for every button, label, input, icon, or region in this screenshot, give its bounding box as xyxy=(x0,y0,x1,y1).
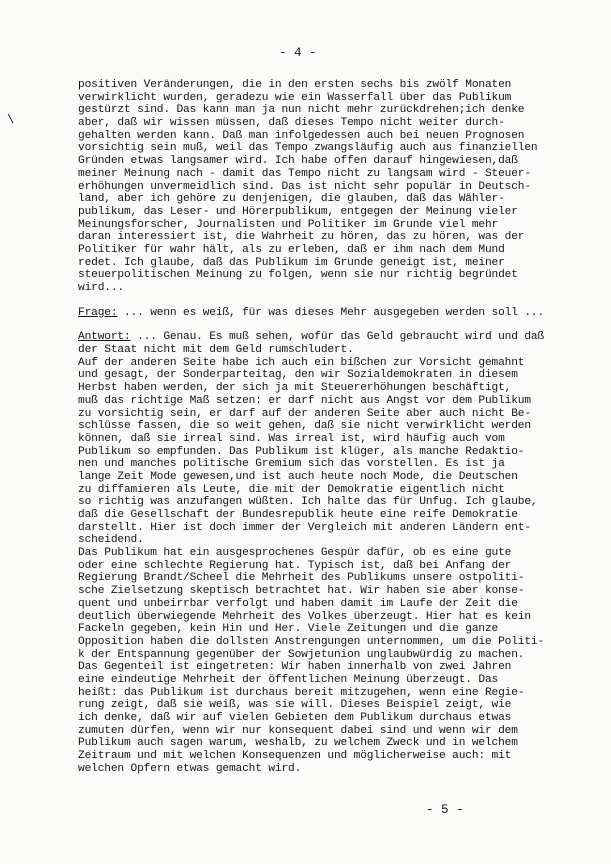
text-line: zu diffamieren als Leute, die mit der Demokratie eigentlich nicht xyxy=(78,483,505,496)
text-line: und gesagt, der Sonderparteitag, den wir Sozialdemokraten in diesem xyxy=(78,369,518,382)
text-line: der Staat nicht mit dem Geld rumschludert. xyxy=(78,344,354,357)
text-line: daß die Gesellschaft der Bundesrepublik heute eine reife Demokratie xyxy=(78,509,518,521)
text-line: heißt: das Publikum ist durchaus bereit mitzugehen, wenn eine Regie- xyxy=(78,686,525,699)
text-line: aber, daß wir wissen müssen, daß dieses Tempo nicht weiter durch- xyxy=(78,117,505,130)
text-line: wird... xyxy=(78,282,124,294)
text-line: k der Entspannung gegenüber der Sowjetunion unglaubwürdig zu machen. xyxy=(78,648,525,661)
text-line: Meinungsforscher, Journalisten und Politiker im Grunde viel mehr xyxy=(78,218,499,231)
text-line: Das Publikum hat ein ausgesprochenes Gespür dafür, ob es eine gute xyxy=(78,547,512,560)
answer-first-text: ... Genau. Es muß sehen, wofür das Geld gebraucht wird und daß xyxy=(130,331,545,344)
text-line: können, daß sie irreal sind. Was irreal ist, wird häufig auch vom xyxy=(78,432,505,445)
paragraph-1 xyxy=(78,79,583,295)
text-line: eine eindeutige Mehrheit der öffentlichen Meinung überzeugt. Das xyxy=(78,673,499,686)
text-line: Das Gegenteil ist eingetreten: Wir haben innerhalb von zwei Jahren xyxy=(78,661,512,674)
text-line: Auf der anderen Seite habe ich auch ein bißchen zur Vorsicht gemahnt xyxy=(78,356,525,369)
text-line: so richtig was anzufangen wüßten. Ich halte das für Unfug. Ich glaube, xyxy=(78,496,538,509)
text-line: gehalten werden kann. Daß man infolgedessen auch bei neuen Prognosen xyxy=(78,129,525,142)
text-line: daran interessiert ist, die Wahrheit zu hören, das zu hören, was der xyxy=(78,231,525,244)
text-line: steuerpolitischen Meinung zu folgen, wenn sie nur richtig begründet xyxy=(78,269,518,282)
text-line: Publikum so empfunden. Das Publikum ist klüger, als manche Redaktio- xyxy=(78,445,525,458)
page-number-bottom: - 5 - xyxy=(426,803,464,817)
text-line: nen und manches politische Gremium sich das vorstellen. Es ist ja xyxy=(78,458,505,471)
question-line xyxy=(78,307,583,320)
text-line: meiner Meinung nach - damit das Tempo nicht zu langsam wird - Steuer- xyxy=(78,167,531,180)
text-line: vorsichtig sein muß, weil das Tempo zwangsläufig auch aus finanziellen xyxy=(78,142,538,155)
question-text: ... wenn es weiß, für was dieses Mehr ausgegeben werden soll ... xyxy=(117,306,545,319)
text-line: scheidend. xyxy=(78,534,144,547)
text-line: rung zeigt, daß sie weiß, was sie will. Dieses Beispiel zeigt, wie xyxy=(78,699,512,712)
text-line: zumuten dürfen, wenn wir nur konsequent dabei sind und wenn wir dem xyxy=(78,724,518,737)
text-line: positiven Veränderungen, die in den ersten sechs bis zwölf Monaten xyxy=(78,79,512,91)
document-body xyxy=(78,79,583,775)
text-line: zu vorsichtig sein, er darf auf der anderen Seite aber auch nicht Be- xyxy=(78,407,531,420)
text-line: oder eine schlechte Regierung hat. Typisch ist, daß bei Anfang der xyxy=(78,559,512,572)
text-line: ich denke, daß wir auf vielen Gebieten dem Publikum durchaus etwas xyxy=(78,712,512,724)
text-line: Fackeln gegeben, kein Hin und Her. Viele Zeitungen und die ganze xyxy=(78,623,499,636)
text-line: Politiker für wahr hält, als zu erleben, daß er ihm nach dem Mund xyxy=(78,243,505,256)
question-speaker: Frage: xyxy=(78,306,118,319)
text-line: Publikum auch sagen warum, weshalb, zu welchem Zweck und in welchem xyxy=(78,737,518,750)
answer-body xyxy=(78,344,583,775)
text-line: erhöhungen unvermeidlich sind. Das ist nicht sehr populär in Deutsch- xyxy=(78,180,531,193)
text-line: verwirklicht wurden, geradezu wie ein Wasserfall über das Publikum xyxy=(78,91,512,104)
text-line: deutlich überwiegende Mehrheit des Volkes überzeugt. Hier hat es kein xyxy=(78,610,531,623)
answer-first-line xyxy=(78,331,583,344)
answer-speaker: Antwort: xyxy=(78,331,131,344)
text-line: lange Zeit Mode gewesen,und ist auch heute noch Mode, die Deutschen xyxy=(78,470,518,483)
text-line: publikum, das Leser- und Hörerpublikum, entgegen der Meinung vieler xyxy=(78,205,518,218)
text-line: schlüsse fassen, die so weit gehen, daß sie nicht verwirklicht werden xyxy=(78,420,531,433)
text-line: redet. Ich glaube, daß das Publikum im Grunde geneigt ist, meiner xyxy=(78,256,505,269)
text-line: darstellt. Hier ist doch immer der Vergleich mit anderen Ländern ent- xyxy=(78,521,531,534)
text-line: Herbst haben werden, der sich ja mit Steuererhöhungen beschäftigt, xyxy=(78,382,512,395)
text-line: gestürzt sind. Das kann man ja nun nicht mehr zurückdrehen;ich denke xyxy=(78,104,525,117)
text-line: muß das richtige Maß setzen: er darf nicht aus Angst vor dem Publikum xyxy=(78,394,531,407)
text-line: sche Zielsetzung skeptisch betrachtet hat. Wir haben sie aber konse- xyxy=(78,585,525,598)
page-number-top: - 4 - xyxy=(279,46,317,60)
text-line: Zeitraum und mit welchen Konsequenzen und möglicherweise auch: mit xyxy=(78,750,512,763)
text-line: welchen Opfern etwas gemacht wird. xyxy=(78,762,302,775)
text-line: Opposition haben die dollsten Anstrengungen unternommen, um die Politi- xyxy=(78,635,545,648)
text-line: land, aber ich gehöre zu denjenigen, die glauben, daß das Wähler- xyxy=(78,193,505,206)
margin-mark: \ xyxy=(7,113,15,127)
text-line: quent und unbeirrbar verfolgt und haben damit im Laufe der Zeit die xyxy=(78,597,518,610)
text-line: Gründen etwas langsamer wird. Ich habe offen darauf hingewiesen,daß xyxy=(78,155,518,168)
text-line: Regierung Brandt/Scheel die Mehrheit des Publikums unsere ostpoliti- xyxy=(78,572,525,585)
